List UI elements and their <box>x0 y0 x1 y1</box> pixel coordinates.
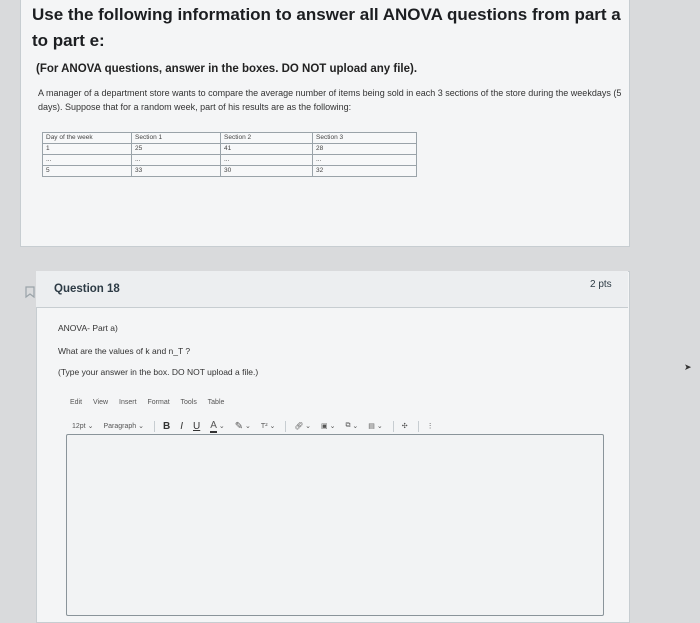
table-header: Day of the week <box>43 133 132 144</box>
question-instruction: (Type your answer in the box. DO NOT upload a file.) <box>58 367 259 377</box>
table-cell: 5 <box>43 166 132 177</box>
apps-plugin-button[interactable] <box>402 422 408 430</box>
table-row <box>43 166 417 177</box>
document-button[interactable]: ▤ ⌄ <box>368 423 383 430</box>
menu-insert[interactable]: Insert <box>119 399 137 406</box>
table-cell: 25 <box>132 144 221 155</box>
question-title: Question 18 <box>54 283 120 295</box>
italic-button[interactable]: I <box>180 420 183 432</box>
cursor-pointer-icon: ➤ <box>684 362 692 372</box>
question-part: ANOVA- Part a) <box>58 323 118 333</box>
table-cell: ... <box>132 155 221 166</box>
question-header <box>36 271 628 308</box>
bold-button[interactable]: B <box>162 420 171 432</box>
underline-button[interactable]: U <box>193 420 201 432</box>
superscript-label: T² <box>260 422 268 430</box>
text-color-button[interactable]: A ⌄ <box>210 419 225 431</box>
question-prompt: What are the values of k and n_T ? <box>58 346 191 356</box>
table-cell: 32 <box>313 166 417 177</box>
chevron-down-icon: ⌄ <box>87 423 94 430</box>
data-table <box>42 132 417 177</box>
chevron-down-icon: ⌄ <box>138 423 144 430</box>
toolbar-divider <box>418 421 419 432</box>
font-size-value: 12pt <box>72 422 86 430</box>
link-button[interactable]: 🔗︎ ⌄ <box>294 423 312 430</box>
table-header-row <box>43 133 417 144</box>
media-button[interactable]: ⧉ ⌄ <box>345 422 359 430</box>
table-row <box>43 144 417 155</box>
image-icon: ▣ <box>321 423 328 430</box>
table-row <box>43 155 417 166</box>
toolbar-divider <box>285 421 286 432</box>
editor-menubar <box>70 399 233 406</box>
table-cell: 30 <box>221 166 313 177</box>
editor-toolbar <box>72 419 527 433</box>
menu-tools[interactable]: Tools <box>180 399 197 406</box>
table-cell: ... <box>313 155 417 166</box>
bookmark-flag-icon[interactable] <box>24 286 36 302</box>
image-button[interactable]: ▣ ⌄ <box>321 423 336 430</box>
link-icon: 🔗︎ <box>294 423 304 430</box>
page-title: Use the following information to answer all ANOVA questions from part a to part e: <box>32 5 621 50</box>
document-icon: ▤ <box>368 423 375 430</box>
toolbar-divider <box>154 421 155 432</box>
media-icon: ⧉ <box>345 422 351 429</box>
table-cell: 33 <box>132 166 221 177</box>
problem-description: A manager of a department store wants to compare the average number of items being sold in each 3 sections of the store during the weekdays (5 days). Suppose that for a random week, part of his results are as the following: <box>38 88 622 112</box>
toolbar-divider <box>393 421 394 432</box>
font-size-select[interactable] <box>72 422 93 430</box>
table-cell: ... <box>43 155 132 166</box>
table-header: Section 2 <box>221 133 313 144</box>
table-cell: ... <box>221 155 313 166</box>
table-header: Section 3 <box>313 133 417 144</box>
table-cell: 1 <box>43 144 132 155</box>
menu-view[interactable]: View <box>93 399 109 406</box>
answer-textarea[interactable] <box>66 434 604 616</box>
plug-icon: ✣ <box>401 423 408 430</box>
block-format-select[interactable] <box>103 422 144 430</box>
highlight-pen-icon: ✎ <box>234 420 244 432</box>
menu-format[interactable]: Format <box>147 399 170 406</box>
table-cell: 28 <box>313 144 417 155</box>
table-header: Section 1 <box>132 133 221 144</box>
table-cell: 41 <box>221 144 313 155</box>
more-options-button[interactable]: ⋮ <box>426 423 434 430</box>
block-format-value: Paragraph <box>103 422 137 430</box>
highlight-color-button[interactable]: ✎ ⌄ <box>234 420 251 432</box>
superscript-button[interactable]: T² ⌄ <box>260 422 276 430</box>
question-points: 2 pts <box>590 279 612 290</box>
instructions-subtitle: (For ANOVA questions, answer in the boxes. DO NOT upload any file). <box>36 63 418 75</box>
text-color-icon: A <box>210 419 217 431</box>
menu-table[interactable]: Table <box>207 399 225 406</box>
menu-edit[interactable]: Edit <box>70 399 83 406</box>
